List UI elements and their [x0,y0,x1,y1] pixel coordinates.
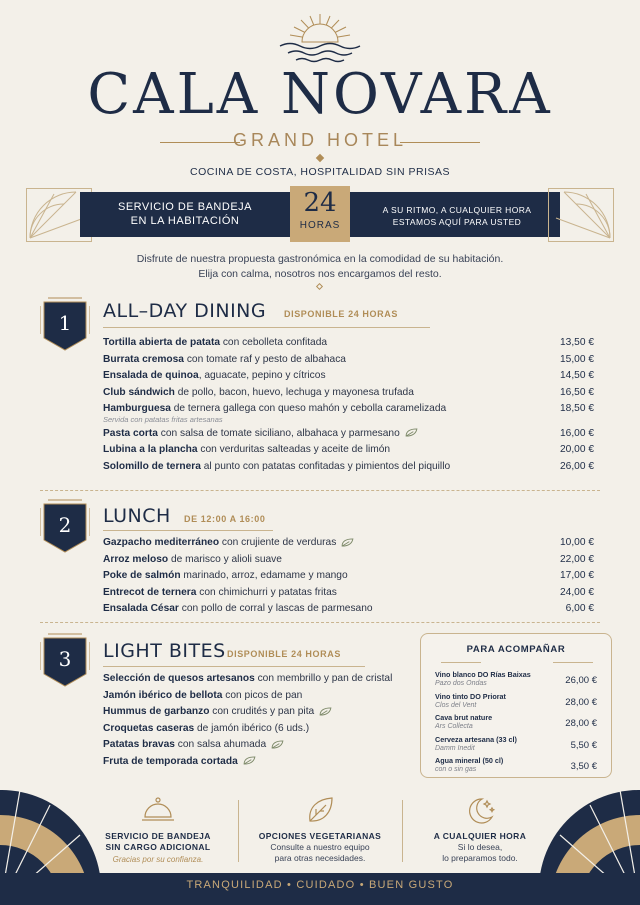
diamond-ornament [316,283,323,290]
menu-item-description: con verduritas salteadas y aceite de limón [197,444,391,455]
dotted-divider [40,490,600,491]
menu-item-name: Club sándwich [103,386,175,398]
menu-item [103,352,594,369]
menu-item-price: 15,00 € [560,353,594,365]
menu-item [103,754,400,771]
menu-item [103,385,594,402]
pairing-item [435,670,597,691]
menu-item-description: al punto con patatas confitadas y pimientos del piquillo [200,460,451,472]
menu-item-note: Servida con patatas fritas artesanas [103,414,223,424]
menu-item-name: Patatas bravas [103,739,175,750]
brand-subtitle: GRAND HOTEL [232,130,408,150]
menu-item-description: de marisco y alioli suave [168,553,282,565]
menu-item-name: Solomillo de ternera [103,460,201,472]
menu-item-description: con salsa ahumada [174,739,267,750]
menu-item-name: Ensalada de quinoa [103,370,199,381]
pairing-item-name: Vino blanco DO Rías Baixas [435,670,531,679]
leaf-icon [302,795,338,825]
menu-item-description: con chimichurri y patatas fritas [196,586,337,598]
section-number-badge [40,296,90,352]
pairing-item-name: Agua mineral (50 cl) [435,756,504,765]
menu-item-description: con membrillo y pan de cristal [254,673,393,684]
divider [441,662,481,663]
menu-item-description: de jamón ibérico (6 uds.) [194,722,310,734]
pairing-item-price: 28,00 € [565,718,597,729]
menu-item [103,601,594,618]
menu-list-lunch [103,535,594,618]
menu-item-price: 24,00 € [560,586,594,598]
vegetarian-leaf-icon [271,740,284,749]
menu-item [103,442,594,459]
menu-item [103,688,400,705]
menu-item-description: con picos de pan [222,689,303,701]
menu-item-description: con cebolleta confitada [220,337,328,348]
pairing-item [435,756,597,777]
menu-item [103,671,400,688]
section-underline [103,530,273,531]
menu-item-price: 16,00 € [560,427,594,439]
footer-anytime: A CUALQUIER HORA Si lo desea, lo preparamos todo. [400,795,560,864]
footer-vegetarian: OPCIONES VEGETARIANAS Consulte a nuestro equipo para otras necesidades. [240,795,400,864]
vegetarian-leaf-icon [405,428,418,437]
menu-item-price: 14,50 € [560,370,594,381]
menu-item-name: Burrata cremosa [103,353,184,365]
menu-item-description: con tomate raf y pesto de albahaca [183,353,346,365]
menu-item-name: Gazpacho mediterráneo [103,537,220,548]
menu-item-description: marinado, arroz, edamame y mango [180,570,348,581]
menu-item [103,721,400,738]
menu-item-price: 13,50 € [560,337,594,348]
menu-item-name: Hamburguesa [103,403,171,414]
section-number-badge [40,632,90,688]
intro-text: Disfrute de nuestra propuesta gastronómica en la comodidad de su habitación. Elija con calma, nosotros nos encargamos del resto. [136,253,504,280]
pairing-item-name: Vino tinto DO Priorat [435,691,506,701]
vegetarian-leaf-icon [319,707,332,716]
pairing-item-producer: Pazo dos Ondas [435,680,487,687]
menu-item-name: Jamón ibérico de bellota [103,689,223,701]
divider [553,662,593,663]
pairing-item [435,692,597,713]
menu-item [103,568,594,585]
menu-item-name: Tortilla abierta de patata [103,337,220,348]
menu-item [103,401,594,418]
pairing-item-price: 5,50 € [570,739,597,751]
menu-item [103,585,594,602]
menu-item [103,552,594,569]
menu-item-name: Selección de quesos artesanos [103,673,255,684]
menu-item-price: 20,00 € [560,444,594,455]
menu-item-description: de pollo, bacon, huevo, lechuga y mayonesa trufada [174,386,414,398]
pairing-item-producer: Clos del Vent [435,701,477,709]
menu-item-price: 10,00 € [560,537,594,548]
section-tag-allday: DISPONIBLE 24 HORAS [284,309,398,319]
menu-list-allday [103,335,594,475]
footer-divider [238,800,239,862]
pairing-item-price: 28,00 € [565,696,597,708]
pairing-item-producer: con o sin gas [435,766,477,773]
section-title-allday: ALL–DAY DINING [103,300,267,322]
menu-item [103,426,594,443]
menu-item-name: Pasta corta [103,427,158,439]
menu-item-name: Poke de salmón [103,570,181,581]
pairing-item-name: Cava brut nature [435,713,493,722]
menu-item-description: con salsa de tomate siciliano, albahaca y parmesano [157,427,400,439]
vegetarian-leaf-icon [243,756,256,765]
pairing-item-producer: Ars Collecta [435,723,473,730]
brand-title: CALA NOVARA [87,62,553,127]
section-title-light: LIGHT BITES [103,640,226,662]
menu-item-name: Arroz meloso [103,553,169,565]
menu-item-name: Hummus de garbanzo [103,706,210,717]
diamond-ornament [316,154,324,162]
pairing-title: PARA ACOMPAÑAR [466,644,566,655]
menu-item-description: con crudités y pan pita [209,706,315,717]
cloche-icon [140,795,176,825]
menu-item-price: 17,00 € [560,570,594,581]
menu-list-light [103,671,400,770]
menu-item [103,368,594,385]
menu-item-name: Entrecot de ternera [103,586,197,598]
menu-item-description: , aguacate, pepino y cítricos [198,370,326,381]
menu-item [103,335,594,352]
section-underline [103,327,430,328]
hours-badge: 24 HORAS [290,186,350,242]
menu-item [103,459,594,476]
art-deco-fan-right-icon [548,188,614,242]
menu-item-price: 22,00 € [560,553,594,565]
footer-values-text: TRANQUILIDAD • CUIDADO • BUEN GUSTO [186,879,454,891]
footer-tray-service: SERVICIO DE BANDEJA SIN CARGO ADICIONAL Gracias por su confianza. [78,795,238,867]
menu-item [103,535,594,552]
section-number-badge [40,498,90,554]
pairing-item-producer: Damm Inedit [435,744,475,752]
section-tag-light: DISPONIBLE 24 HORAS [227,649,341,659]
svg-text:1: 1 [58,311,72,335]
section-title-lunch: LUNCH [103,505,171,527]
section-tag-lunch: DE 12:00 A 16:00 [184,514,266,524]
svg-text:2: 2 [58,513,72,537]
pairing-item-price: 26,00 € [565,675,597,686]
menu-item-price: 16,50 € [560,386,594,398]
pairing-item-price: 3,50 € [570,761,597,772]
svg-text:3: 3 [58,647,72,671]
moon-stars-icon [462,795,498,825]
vegetarian-leaf-icon [341,538,354,547]
pairing-item [435,735,597,756]
menu-item [103,704,400,721]
menu-item [103,737,400,754]
menu-item-name: Fruta de temporada cortada [103,755,238,767]
menu-item-price: 26,00 € [560,460,594,472]
banner-left-text: SERVICIO DE BANDEJA EN LA HABITACIÓN [118,201,252,227]
menu-item-price: 18,50 € [560,403,594,414]
menu-item-description: de ternera gallega con queso mahón y cebolla caramelizada [170,403,447,414]
tagline: COCINA DE COSTA, HOSPITALIDAD SIN PRISAS [190,166,450,178]
dotted-divider [40,622,600,623]
menu-item-description: con crujiente de verduras [219,537,337,548]
menu-item-name: Ensalada César [103,603,179,614]
pairing-box [420,633,612,778]
pairing-item [435,713,597,734]
pairing-item-name: Cerveza artesana (33 cl) [435,734,517,744]
sun-logo-icon [270,10,370,70]
menu-item-name: Croquetas caseras [103,722,195,734]
menu-item-description: con pollo de corral y lascas de parmesano [178,603,373,614]
banner-right-text: A SU RITMO, A CUALQUIER HORA ESTAMOS AQUÍ PARA USTED [382,205,532,227]
menu-item-name: Lubina a la plancha [103,444,198,455]
section-underline [103,666,365,667]
menu-item-price: 6,00 € [565,603,594,614]
